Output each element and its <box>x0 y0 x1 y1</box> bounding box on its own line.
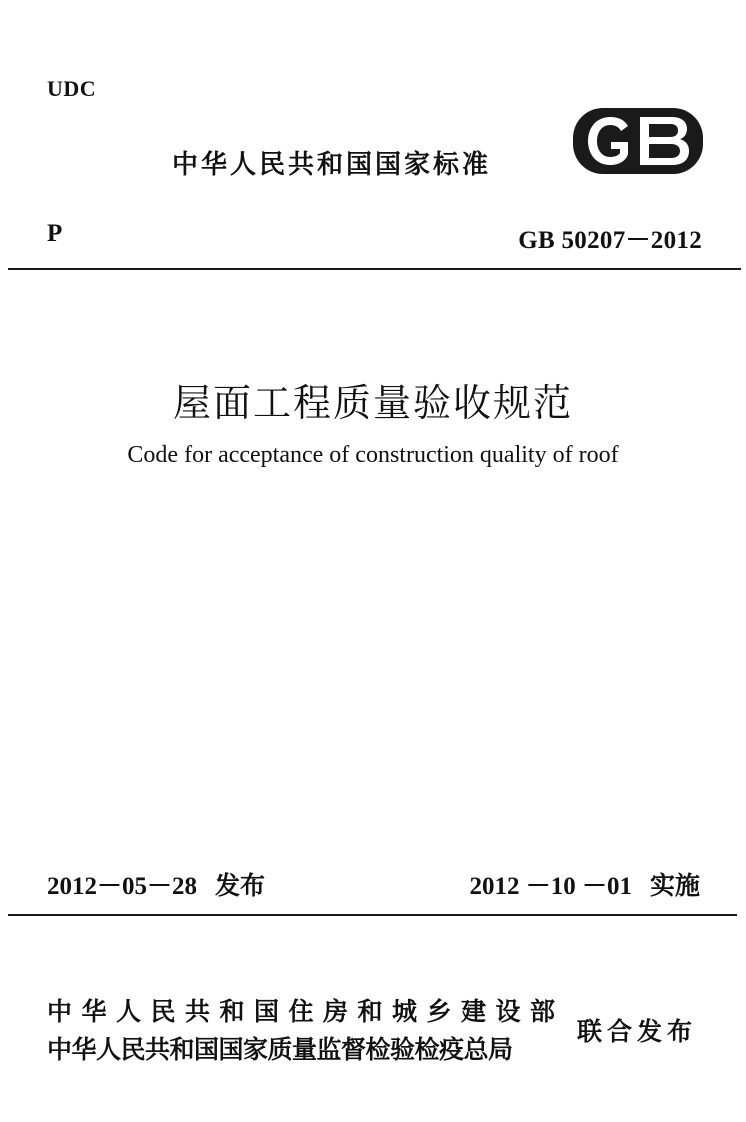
issue-date-block <box>47 866 265 902</box>
issuer-line-2: 中华人民共和国国家质量监督检验检疫总局 <box>47 1035 513 1064</box>
standard-type: 中华人民共和国国家标准 <box>172 150 492 180</box>
top-divider <box>8 268 741 270</box>
issue-date: 2012－05－28 <box>47 873 198 900</box>
issuer-line-1: 中华人民共和国住房和城乡建设部 <box>47 997 565 1026</box>
implementation-label: 实施 <box>649 873 700 900</box>
udc-label: UDC <box>47 76 97 101</box>
joint-issue-label: 联合发布 <box>577 1017 698 1046</box>
title-chinese: 屋面工程质量验收规范 <box>172 381 573 425</box>
implementation-date-block <box>469 866 700 902</box>
gb-logo-icon <box>570 104 706 178</box>
category-code: P <box>47 220 63 247</box>
bottom-divider <box>8 914 737 916</box>
gb-logo-graphic <box>570 104 706 178</box>
issue-label: 发布 <box>215 873 266 900</box>
title-english: Code for acceptance of construction quality of roof <box>127 442 619 468</box>
standard-number: GB 50207－2012 <box>518 227 702 254</box>
implementation-date: 2012 －10 －01 <box>469 873 632 900</box>
